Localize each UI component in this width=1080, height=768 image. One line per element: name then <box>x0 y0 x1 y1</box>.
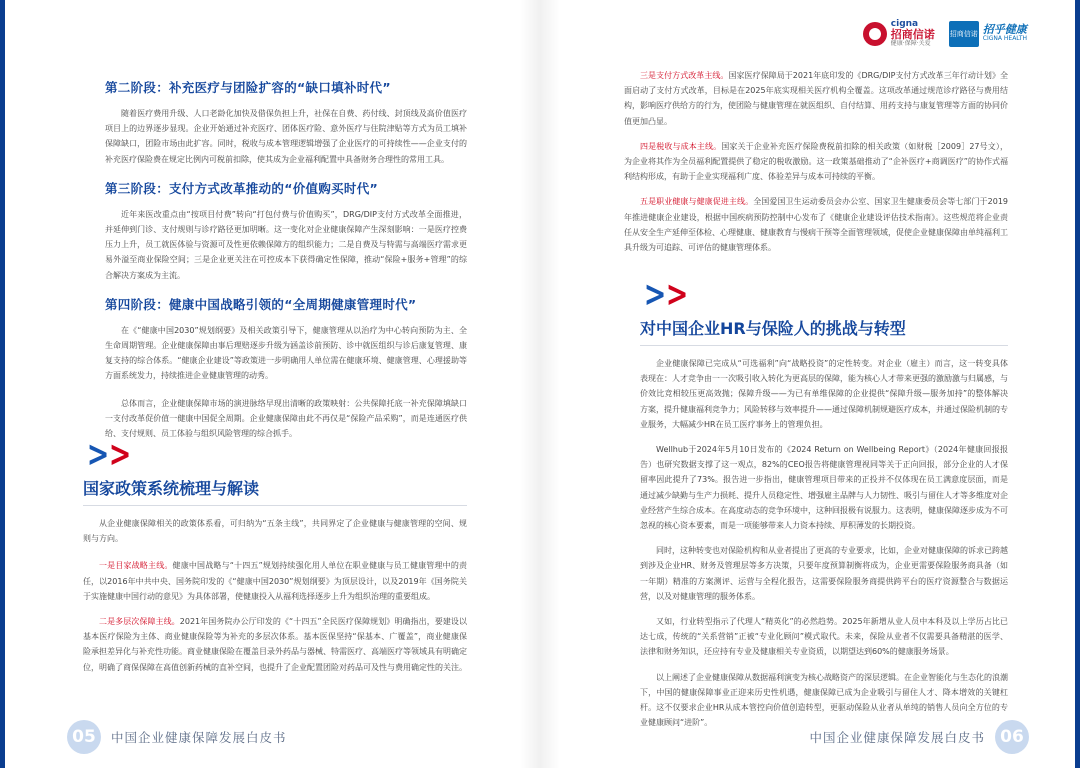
health-logo-icon: 招商信诺 <box>949 21 979 47</box>
left-footer <box>67 720 287 754</box>
policy-line-1-body: 健康中国战略与“十四五”规划持续强化用人单位在职业健康与员工健康管理中的责任，以2016年中共中央、国务院印发的《“健康中国2030”规划纲要》为顶层设计，以及2019年《国务院关于实施健康中国行动的意见》为具体部署，使健康投入从福利选择逐步上升为组织治理的重要组成。 <box>83 561 467 601</box>
challenges-paragraph-4: 又如，行业转型指示了代理人“精英化”的必然趋势。2025年新增从业人员中本科及以上学历占比已达七成，传统的“关系营销”正被“专业化顾问”模式取代。未来，保险从业者不仅需要具备精湛的医学、法律和财务知识，还应持有专业及健康相关专业资质，以期望达到60%的健康服务场景。 <box>640 617 1008 657</box>
challenges-paragraph-3: 同时，这种转变也对保险机构和从业者提出了更高的专业要求，比如，企业对健康保障的诉求已跨越到涉及企业HR、财务及管理层等多方决策，只要年度预算制衡将成为，企业更需要保险服务商具备（如一年期）精准的方案测评、运营与全程化报告，这需要保险服务商提供跨平台的医疗资源整合与数据运营，以及对健康管理的服务体系。 <box>640 546 1008 601</box>
policy-line-2 <box>83 614 467 675</box>
stage-2-paragraph: 随着医疗费用升级、人口老龄化加快及借保负担上升，社保在自费、药付线、封顶线及高价值医疗项目上的边界逐步显现。企业开始通过补充医疗、团体医疗险、意外医疗与住院津贴等方式为员工填补保障缺口，团险市场由此扩容。同时，税收与成本管理逻辑增强了企业医疗的可持续性——企业支付的补充医疗保险费在规定比例内可税前扣除，使其成为企业福利配置中具备财务合理性的常用工具。 <box>105 109 467 164</box>
challenges-paragraph-1: 企业健康保障已完成从“可选福利”向“战略投资”的定性转变。对企业（雇主）而言，这一转变具体表现在：人才竞争由一一次吸引收入转化为更高层的保障，能为核心人才带来更强的激励激与归属感，与价效比竞相较压更高效抛；保障升级——为已有单维保障的企业提供“保障升级—服务加持”的整体解决方案，提升健康福利竞争力；风险转移与效率提升——通过保障机制规避医疗成本，并通过保险机制的专业服务，大幅减少HR在员工医疗事务上的管理负担。 <box>640 359 1008 429</box>
challenges-paragraph-2: Wellhub于2024年5月10日发布的《2024 Return on Wellbeing Report》（2024年健康回报报告）也研究数据支撑了这一观点，82%的CEO报告将健康管理视同等关于正向回报，部分企业的人才保留率因此提升了73%。报告进一步指出，健康管理项目带来的正投并不仅体现在员工满意度层面，而是通过减少缺勤与生产力损耗、提升人员稳定性、增强雇主品牌与人力韧性、吸引与留住人才等多维度对企业经营产生综合成本。在高度动态的竞争环境中，这种回报极有说服力。这表明，健康保障逐步成为不可忽视的核心资本要素，而是一项能够带来人力资本持续、厚积薄发的长期投资。 <box>640 445 1008 531</box>
challenges-paragraph-5: 以上阐述了企业健康保障从数据福利演变为核心战略资产的深层逻辑。在企业智能化与生态化的浪潮下，中国的健康保障事业正迎来历史性机遇，健康保障已成为企业吸引与留住人才、降本增效的关键杠杆。这不仅要求企业HR从成本管控向价值创造转型，更驱动保险从业者从单纯的销售人员向全方位的专业健康顾问“进阶”。 <box>640 672 1008 728</box>
policy-line-4 <box>624 139 1008 185</box>
page-left <box>5 0 540 768</box>
section-chevron-icon: > > <box>86 434 132 475</box>
policy-line-1-lead: 一是目家战略主线。 <box>99 561 173 571</box>
health-logo-cn: 招乎健康 <box>982 23 1027 37</box>
cigna-logo-cn: 招商信诺 <box>890 28 935 42</box>
stage-3-paragraph: 近年来医改重点由“按项目付费”转向“打包付费与价值购买”，DRG/DIP支付方式改革全面推进，并延伸到门诊、支付规则与诊疗路径更加明晰。这一变化对企业健康保障产生深刻影响：一是医疗控费压力上升，员工就医体验与资源可及性更依赖保障方的组织能力；二是自费及与特需与高端医疗需求更易外溢至商业保险空间；三是企业更关注在可控成本下获得确定性保障，推动“保险+服务+管理”的综合解决方案成为主流。 <box>105 209 467 280</box>
cigna-logo-icon <box>863 22 887 46</box>
policy-section <box>83 434 467 685</box>
cigna-logo-sub: 健康·保障·关爱 <box>890 39 931 47</box>
policy-line-2-lead: 二是多层次保障主线。 <box>99 617 180 627</box>
page-number: 06 <box>995 720 1029 754</box>
cigna-logo <box>863 20 935 47</box>
cigna-logo-en: cigna <box>890 19 919 29</box>
policy-line-5-body: 全国爱国卫生运动委员会办公室、国家卫生健康委员会等七部门于2019年推进健康企业建设，根据中国疾病预防控制中心发布了《健康企业建设评估技术指南》。这些规范将企业责任从安全生产延伸至体检、心理健康、健康教育与慢病干预等全面管理领域，促使企业健康保障由单纯福利工具升级为可追踪、可评估的健康管理体系。 <box>624 197 1008 253</box>
health-logo-en: CIGNA HEALTH <box>982 35 1027 43</box>
policy-intro-paragraph: 从企业健康保障相关的政策体系看，可归纳为“五条主线”，共同界定了企业健康与健康管理的空间、规则与方向。 <box>83 519 467 544</box>
section-chevron-icon: > > <box>643 274 689 315</box>
stage-4-heading: 第四阶段：健康中国战略引领的“全周期健康管理时代” <box>105 296 417 312</box>
left-page-body <box>105 78 467 453</box>
header-logos <box>863 20 1027 47</box>
summary-paragraph: 总体而言，企业健康保障市场的演进脉络早现出清晰的政策映射：公共保障托底一补充保障填缺口一支付改革促价值一健康中国促全周期。企业健康保障由此不再仅是“保险产品采购”，而是连通医疗供给、支付规则、员工体验与组织风险管理的综合抓手。 <box>105 398 467 439</box>
policy-section-title: 国家政策系统梳理与解读 <box>83 476 467 506</box>
policy-line-1 <box>83 558 467 604</box>
challenges-section <box>640 274 1008 740</box>
footer-title: 中国企业健康保障发展白皮书 <box>111 730 287 745</box>
stage-4-paragraph: 在《“健康中国2030”规划纲要》及相关政策引导下，健康管理从以治疗为中心转向预防为主、全生命周期管理。企业健康保障由事后理赔逐步升级为涵盖诊前预防、诊中就医组织与诊后康复管理、康复支持的综合体系。“健康企业建设”等政策进一步明确用人单位需在健康环境、健康管理、心理援助等方面系统发力，持续推进企业健康管理的动秀。 <box>105 325 467 381</box>
page-number: 05 <box>67 720 101 754</box>
policy-line-3 <box>624 68 1008 129</box>
policy-line-3-lead: 三是支付方式改革主线。 <box>640 71 729 80</box>
policy-line-5-lead: 五是职业健康与健康促进主线。 <box>640 197 754 207</box>
policy-line-3-body: 国家医疗保障局于2021年底印发的《DRG/DIP支付方式改革三年行动计划》全面启动了支付方式改革，目标是在2025年底实现相关医疗机构全覆盖。这项改革通过规范诊疗路径与费用结构，影响医疗供给方的行为，使团险与健康管理在就医组织、自付结算、用药支持与康复管理等方面的协同价值更加凸显。 <box>624 71 1008 126</box>
right-page-body-top <box>624 68 1008 265</box>
stage-2-heading: 第二阶段：补充医疗与团险扩容的“缺口填补时代” <box>105 80 391 95</box>
challenges-section-title: 对中国企业HR与保险人的挑战与转型 <box>640 316 1008 346</box>
policy-line-5 <box>624 194 1008 255</box>
right-footer <box>809 720 1029 754</box>
health-logo <box>949 21 1027 47</box>
footer-title: 中国企业健康保障发展白皮书 <box>809 730 985 745</box>
page-right <box>540 0 1075 768</box>
policy-line-4-body: 国家关于企业补充医疗保险费税前扣除的相关政策（如财税［2009］27号文），为企业将其作为全员福利配置提供了稳定的税收激励。这一政策基础推动了“企补医疗+商调医疗”的协作式福利结构形成，有助于企业实现福利广度、体验差异与成本可持续的平衡。 <box>624 141 1009 182</box>
policy-line-2-body: 2021年国务院办公厅印发的《“十四五”全民医疗保障规划》明确指出，要建设以基本医疗保险为主体、商业健康保险等为补充的多层次体系。基本医保坚持“保基本、广覆盖”，商业健康保险承担差异化与补充性功能。商业健康保险在覆盖目录外药品与器械、特需医疗、高端医疗等领域具有明确定位，明确了商保保障在高值创新药械的直补空间，也提升了企业配置团险对药品可及性与费用确定性的关注。 <box>83 617 467 672</box>
policy-line-4-lead: 四是税收与成本主线。 <box>640 141 722 151</box>
stage-3-heading: 第三阶段：支付方式改革推动的“价值购买时代” <box>105 180 379 196</box>
